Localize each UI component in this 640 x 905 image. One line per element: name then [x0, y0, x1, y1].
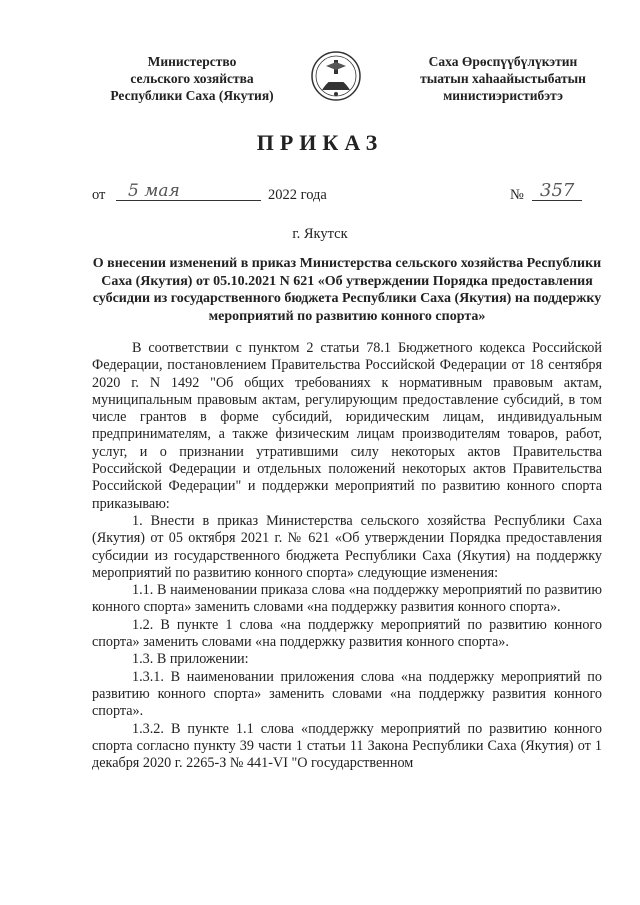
date-from-label: от — [92, 187, 106, 203]
ministry-name-yakut — [392, 53, 614, 104]
ministry-name-russian — [92, 53, 292, 104]
document-title: ПРИКАЗ — [256, 130, 384, 155]
order-body — [92, 340, 602, 772]
clause-paragraph: 1. Внести в приказ Министерства сельского хозяйства Республики Саха (Якутия) от 05 октября 2021 г. № 621 «Об утверждении Порядка предоставления субсидии из государственного бюджета Республики Саха (Якутия) на поддержку мероприятий по развитию конного спорта» следующие изменения: — [92, 512, 602, 581]
ministry-yakut-line-1: Саха Өрөспүүбүлүкэтин — [428, 54, 578, 69]
number-label: № — [510, 187, 524, 203]
clause-paragraph: 1.3.1. В наименовании приложения слова «на поддержку мероприятий по развитию конного спорта» заменить словами «на поддержку развития конного спорта». — [92, 668, 602, 720]
date-number-line — [92, 180, 602, 209]
preamble-paragraph: В соответствии с пунктом 2 статьи 78.1 Бюджетного кодекса Российской Федерации, постановлением Правительства Российской Федерации от 18 сентября 2020 г. N 1492 "Об общих требованиях к нормативным правовым актам, муниципальным правовым актам, регулирующим предоставление субсидий, в том числе грантов в форме субсидий, юридическим лицам, индивидуальным предпринимателям, а также физическим лицам производителям товаров, работ, услуг, и о признании утратившими силу некоторых актов Правительства Российской Федерации и отдельных положений некоторых актов Правительства Российской Федерации" и поддержки мероприятий по развитию конного спорта приказываю: — [92, 340, 602, 512]
clause-paragraph: 1.3. В приложении: — [132, 651, 249, 668]
clause-paragraph: 1.1. В наименовании приказа слова «на поддержку мероприятий по развитию конного спорта» заменить словами «на поддержку развития конного спорта». — [92, 582, 602, 616]
clause-paragraph: 1.3.2. В пункте 1.1 слова «поддержку мероприятий по развитию конного спорта согласно пункту 39 части 1 статьи 11 Закона Республики Саха (Якутия) от 1 декабря 2020 г. 2265-З № 441-VI "О государственном — [92, 720, 602, 772]
coat-of-arms-icon — [310, 50, 362, 102]
clause-paragraph: 1.2. В пункте 1 слова «на поддержку мероприятий по развитию конного спорта» заменить словами «на поддержку развития конного спорта». — [92, 616, 602, 651]
handwritten-number: 357 — [532, 180, 582, 201]
year-label: 2022 года — [268, 187, 327, 203]
ministry-yakut-line-2: тыатын хаһаайыстыбатын — [420, 71, 586, 86]
ministry-line-2: сельского хозяйства — [130, 71, 254, 86]
ministry-line-3: Республики Саха (Якутия) — [110, 88, 274, 103]
city-label: г. Якутск — [292, 226, 348, 242]
ministry-line-1: Министерство — [147, 54, 237, 69]
ministry-yakut-line-3: министиэристибэтэ — [443, 88, 563, 103]
handwritten-date: 5 мая — [116, 181, 261, 201]
order-subject: О внесении изменений в приказ Министерства сельского хозяйства Республики Саха (Якутия) от 05.10.2021 N 621 «Об утверждении Порядка предоставления субсидии из государственного бюджета Республики Саха (Якутия) на поддержку мероприятий по развитию конного спорта» — [92, 256, 602, 324]
